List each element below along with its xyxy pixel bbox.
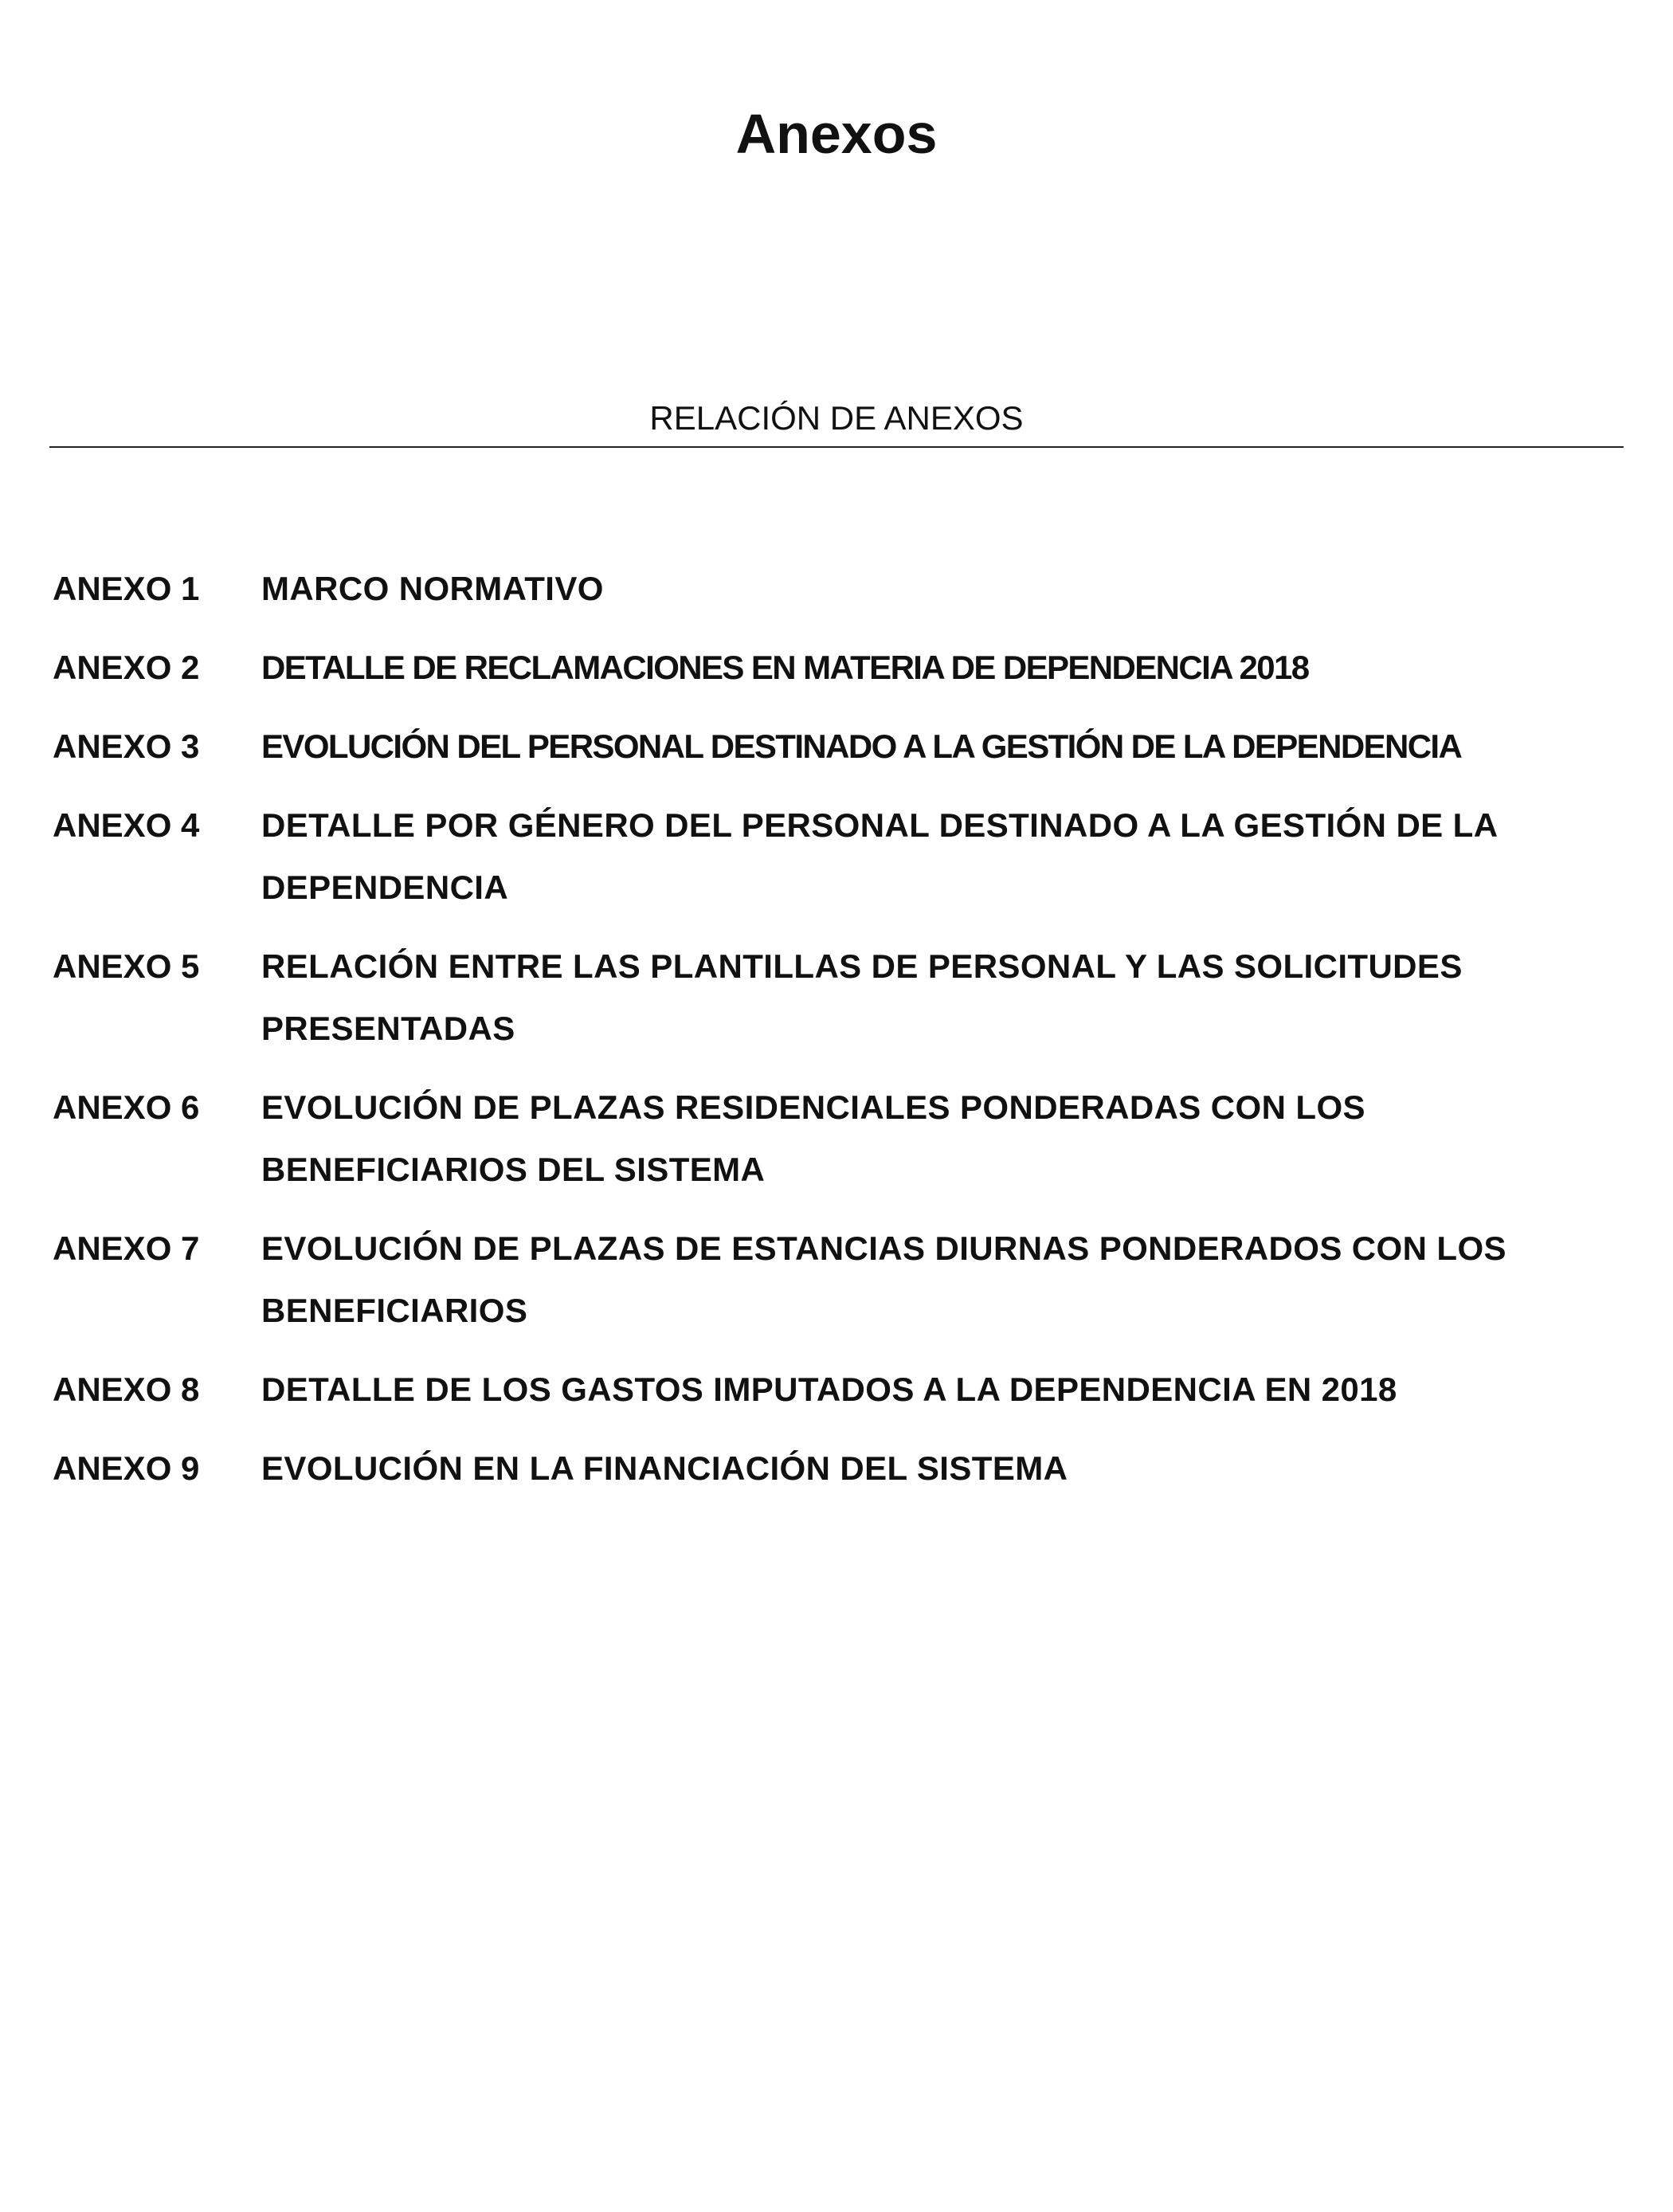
annex-title: DETALLE POR GÉNERO DEL PERSONAL DESTINADO A LA GESTIÓN DE LA DEPENDENCIA xyxy=(261,806,1497,906)
annex-title: EVOLUCIÓN DE PLAZAS DE ESTANCIAS DIURNAS PONDERADOS CON LOS BENEFICIARIOS xyxy=(261,1230,1506,1329)
annex-number: ANEXO 6 xyxy=(53,1088,200,1126)
annex-number: ANEXO 7 xyxy=(53,1230,200,1267)
annex-title: EVOLUCIÓN DEL PERSONAL DESTINADO A LA GESTIÓN DE LA DEPENDENCIA xyxy=(261,728,1462,765)
annex-item-3 xyxy=(53,716,1590,778)
annex-number: ANEXO 9 xyxy=(53,1449,200,1487)
annex-item-7 xyxy=(53,1218,1590,1342)
annex-item-2 xyxy=(53,637,1590,699)
section-heading: RELACIÓN DE ANEXOS xyxy=(649,399,1024,437)
annex-title: RELACIÓN ENTRE LAS PLANTILLAS DE PERSONAL Y LAS SOLICITUDES PRESENTADAS xyxy=(261,947,1463,1047)
annex-number: ANEXO 2 xyxy=(53,649,200,686)
annex-title: EVOLUCIÓN EN LA FINANCIACIÓN DEL SISTEMA xyxy=(261,1449,1068,1487)
annex-item-9 xyxy=(53,1437,1590,1500)
heading-divider xyxy=(49,446,1624,448)
annex-number: ANEXO 5 xyxy=(53,947,200,985)
annex-number: ANEXO 3 xyxy=(53,728,200,765)
annex-item-1 xyxy=(53,558,1590,620)
annex-number: ANEXO 1 xyxy=(53,570,200,607)
annex-title: EVOLUCIÓN DE PLAZAS RESIDENCIALES PONDERADAS CON LOS BENEFICIARIOS DEL SISTEMA xyxy=(261,1088,1365,1188)
annex-number: ANEXO 8 xyxy=(53,1371,200,1408)
annex-item-8 xyxy=(53,1359,1590,1421)
annex-title: MARCO NORMATIVO xyxy=(261,570,604,607)
page-title: Anexos xyxy=(735,103,938,165)
annex-item-4 xyxy=(53,794,1590,919)
annex-title: DETALLE DE RECLAMACIONES EN MATERIA DE DEPENDENCIA 2018 xyxy=(261,649,1309,686)
annex-title: DETALLE DE LOS GASTOS IMPUTADOS A LA DEPENDENCIA EN 2018 xyxy=(261,1371,1397,1408)
annex-number: ANEXO 4 xyxy=(53,806,200,844)
annex-item-5 xyxy=(53,935,1590,1060)
annex-item-6 xyxy=(53,1077,1590,1201)
annex-list xyxy=(53,558,1590,1516)
